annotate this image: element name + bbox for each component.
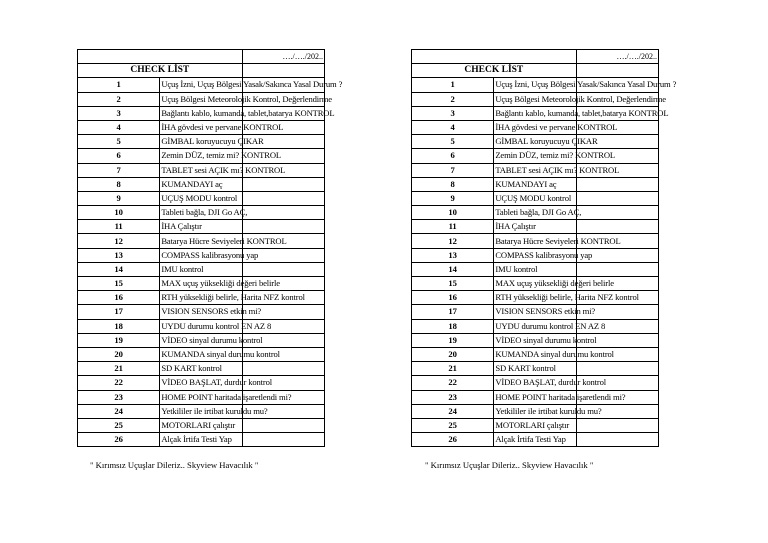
- item-number: 23: [412, 390, 494, 404]
- checklist-row: [412, 333, 659, 347]
- item-number: 1: [78, 78, 160, 92]
- checklist-row: [78, 362, 325, 376]
- item-text: COMPASS kalibrasyonu yap: [494, 248, 576, 262]
- checklist-row: [78, 78, 325, 92]
- checklist-row: [78, 319, 325, 333]
- item-number: 6: [78, 149, 160, 163]
- check-box-cell[interactable]: [576, 177, 658, 191]
- item-number: 8: [78, 177, 160, 191]
- item-text: Yetkililer ile irtibat kuruldu mu?: [494, 404, 576, 418]
- checklist-title: CHECK LİST: [412, 64, 577, 78]
- title-check-cell: [576, 64, 658, 78]
- checklist-row: [412, 234, 659, 248]
- item-number: 18: [412, 319, 494, 333]
- check-box-cell[interactable]: [242, 433, 324, 447]
- checklist-body: [412, 50, 677, 447]
- item-text: Uçuş İzni, Uçuş Bölgesi Yasak/Sakınca Yasal Durum ?: [160, 78, 242, 92]
- item-text: İHA Çalıştır: [494, 220, 576, 234]
- checklist-row: [412, 277, 659, 291]
- item-number: 8: [412, 177, 494, 191]
- item-text: Bağlantı kablo, kumanda, tablet,batarya KONTROL: [494, 106, 576, 120]
- item-number: 10: [78, 206, 160, 220]
- item-number: 25: [412, 418, 494, 432]
- checklist-row: [412, 163, 659, 177]
- item-number: 13: [78, 248, 160, 262]
- item-text: VİDEO sinyal durumu kontrol: [160, 333, 242, 347]
- item-number: 26: [78, 433, 160, 447]
- item-text: MAX uçuş yüksekliği değeri belirle: [494, 277, 576, 291]
- item-text: Uçuş Bölgesi Meteorolojik Kontrol, Değerlendirme: [494, 92, 576, 106]
- item-number: 15: [412, 277, 494, 291]
- check-box-cell[interactable]: [242, 191, 324, 205]
- checklist-row: [78, 206, 325, 220]
- checklist-row: [412, 291, 659, 305]
- item-text: Tableti bağla, DJI Go AÇ,: [494, 206, 576, 220]
- item-text: HOME POINT haritada işaretlendi mi?: [494, 390, 576, 404]
- item-text: MOTORLARI çalıştır: [160, 418, 242, 432]
- checklist-table: [411, 49, 677, 447]
- checklist-row: [78, 220, 325, 234]
- item-text: Yetkililer ile irtibat kuruldu mu?: [160, 404, 242, 418]
- item-number: 18: [78, 319, 160, 333]
- title-check-cell: [242, 64, 324, 78]
- checklist-row: [412, 106, 659, 120]
- item-number: 2: [412, 92, 494, 106]
- checklist-row: [412, 248, 659, 262]
- item-number: 23: [78, 390, 160, 404]
- checklist-row: [78, 277, 325, 291]
- item-text: Uçuş İzni, Uçuş Bölgesi Yasak/Sakınca Yasal Durum ?: [494, 78, 576, 92]
- checklist-row: [412, 191, 659, 205]
- checklist-row: [78, 149, 325, 163]
- item-number: 19: [412, 333, 494, 347]
- checklist-row: [78, 433, 325, 447]
- item-text: COMPASS kalibrasyonu yap: [160, 248, 242, 262]
- check-box-cell[interactable]: [242, 206, 324, 220]
- check-box-cell[interactable]: [576, 418, 658, 432]
- item-number: 17: [78, 305, 160, 319]
- checklist-row: [412, 135, 659, 149]
- item-text: SD KART kontrol: [494, 362, 576, 376]
- item-text: KUMANDAYI aç: [494, 177, 576, 191]
- item-number: 14: [78, 262, 160, 276]
- item-number: 19: [78, 333, 160, 347]
- checklist-row: [412, 262, 659, 276]
- checklist-row: [78, 376, 325, 390]
- check-box-cell[interactable]: [576, 191, 658, 205]
- item-text: IMU kontrol: [160, 262, 242, 276]
- item-number: 26: [412, 433, 494, 447]
- item-number: 20: [412, 347, 494, 361]
- item-number: 2: [78, 92, 160, 106]
- checklist-row: [412, 347, 659, 361]
- footer-note-left: " Kırımsız Uçuşlar Dileriz.. Skyview Havacılık ": [90, 460, 259, 470]
- checklist-row: [412, 177, 659, 191]
- date-field[interactable]: …./…./202..: [242, 50, 324, 64]
- item-text: KUMANDAYI aç: [160, 177, 242, 191]
- item-number: 24: [412, 404, 494, 418]
- checklist-row: [78, 291, 325, 305]
- title-row: [78, 64, 325, 78]
- check-box-cell[interactable]: [576, 433, 658, 447]
- item-text: GİMBAL koruyucuyu ÇIKAR: [494, 135, 576, 149]
- checklist-title: CHECK LİST: [78, 64, 243, 78]
- checklist-row: [78, 191, 325, 205]
- item-text: MOTORLARI çalıştır: [494, 418, 576, 432]
- item-text: SD KART kontrol: [160, 362, 242, 376]
- checklist-row: [412, 120, 659, 134]
- item-number: 3: [78, 106, 160, 120]
- item-number: 25: [78, 418, 160, 432]
- item-text: İHA gövdesi ve pervane KONTROL: [160, 120, 242, 134]
- checklist-row: [78, 163, 325, 177]
- checklist-row: [412, 78, 659, 92]
- check-box-cell[interactable]: [242, 220, 324, 234]
- item-number: 9: [412, 191, 494, 205]
- footer-note-right: " Kırımsız Uçuşlar Dileriz.. Skyview Havacılık ": [425, 460, 594, 470]
- item-number: 11: [412, 220, 494, 234]
- item-text: UYDU durumu kontrol EN AZ 8: [494, 319, 576, 333]
- checklist-row: [78, 248, 325, 262]
- item-number: 20: [78, 347, 160, 361]
- item-number: 3: [412, 106, 494, 120]
- item-text: HOME POINT haritada işaretlendi mi?: [160, 390, 242, 404]
- checklist-row: [412, 362, 659, 376]
- date-spacer: [412, 50, 577, 64]
- item-text: GİMBAL koruyucuyu ÇIKAR: [160, 135, 242, 149]
- item-text: VİDEO BAŞLAT, durdur kontrol: [494, 376, 576, 390]
- item-number: 14: [412, 262, 494, 276]
- checklist-sheet-right: [411, 49, 677, 447]
- item-text: Alçak İrtifa Testi Yap: [494, 433, 576, 447]
- checklist-row: [412, 305, 659, 319]
- checklist-row: [78, 305, 325, 319]
- item-text: Alçak İrtifa Testi Yap: [160, 433, 242, 447]
- item-number: 5: [78, 135, 160, 149]
- checklist-row: [78, 92, 325, 106]
- item-text: Bağlantı kablo, kumanda, tablet,batarya KONTROL: [160, 106, 242, 120]
- date-spacer: [78, 50, 243, 64]
- item-text: TABLET sesi AÇIK mı? KONTROL: [160, 163, 242, 177]
- date-row: [412, 50, 659, 64]
- item-text: Uçuş Bölgesi Meteorolojik Kontrol, Değerlendirme: [160, 92, 242, 106]
- item-text: RTH yüksekliği belirle, Harita NFZ kontrol: [494, 291, 576, 305]
- checklist-row: [412, 206, 659, 220]
- checklist-row: [78, 404, 325, 418]
- item-number: 22: [78, 376, 160, 390]
- item-text: Zemin DÜZ, temiz mi? KONTROL: [160, 149, 242, 163]
- checklist-row: [78, 135, 325, 149]
- title-row: [412, 64, 659, 78]
- item-number: 15: [78, 277, 160, 291]
- checklist-sheet-left: [77, 49, 343, 447]
- item-text: IMU kontrol: [494, 262, 576, 276]
- item-text: UYDU durumu kontrol EN AZ 8: [160, 319, 242, 333]
- check-box-cell[interactable]: [576, 206, 658, 220]
- checklist-row: [412, 376, 659, 390]
- checklist-row: [412, 92, 659, 106]
- checklist-row: [412, 404, 659, 418]
- check-box-cell[interactable]: [576, 362, 658, 376]
- item-number: 1: [412, 78, 494, 92]
- check-box-cell[interactable]: [576, 262, 658, 276]
- date-field[interactable]: …./…./202..: [576, 50, 658, 64]
- item-text: KUMANDA sinyal durumu kontrol: [494, 347, 576, 361]
- item-text: MAX uçuş yüksekliği değeri belirle: [160, 277, 242, 291]
- checklist-row: [412, 220, 659, 234]
- checklist-table: [77, 49, 343, 447]
- item-number: 6: [412, 149, 494, 163]
- checklist-row: [412, 390, 659, 404]
- item-text: RTH yüksekliği belirle, Harita NFZ kontrol: [160, 291, 242, 305]
- item-number: 16: [412, 291, 494, 305]
- item-text: VISION SENSORS etkin mi?: [494, 305, 576, 319]
- check-box-cell[interactable]: [242, 362, 324, 376]
- item-number: 4: [412, 120, 494, 134]
- item-text: İHA Çalıştır: [160, 220, 242, 234]
- checklist-row: [412, 319, 659, 333]
- checklist-row: [78, 106, 325, 120]
- checklist-row: [78, 234, 325, 248]
- item-number: 13: [412, 248, 494, 262]
- checklist-row: [78, 347, 325, 361]
- item-number: 24: [78, 404, 160, 418]
- item-text: Tableti bağla, DJI Go AÇ,: [160, 206, 242, 220]
- check-box-cell[interactable]: [242, 418, 324, 432]
- check-box-cell[interactable]: [242, 177, 324, 191]
- item-text: VİDEO BAŞLAT, durdur kontrol: [160, 376, 242, 390]
- checklist-row: [78, 333, 325, 347]
- checklist-row: [78, 418, 325, 432]
- item-number: 17: [412, 305, 494, 319]
- item-number: 11: [78, 220, 160, 234]
- item-number: 12: [412, 234, 494, 248]
- item-text: VİDEO sinyal durumu kontrol: [494, 333, 576, 347]
- item-text: UÇUŞ MODU kontrol: [494, 191, 576, 205]
- item-text: Zemin DÜZ, temiz mi? KONTROL: [494, 149, 576, 163]
- item-number: 10: [412, 206, 494, 220]
- item-number: 9: [78, 191, 160, 205]
- checklist-row: [78, 120, 325, 134]
- checklist-row: [78, 177, 325, 191]
- item-number: 12: [78, 234, 160, 248]
- date-row: [78, 50, 325, 64]
- item-number: 21: [78, 362, 160, 376]
- item-text: Batarya Hücre Seviyeleri KONTROL: [160, 234, 242, 248]
- item-text: Batarya Hücre Seviyeleri KONTROL: [494, 234, 576, 248]
- item-number: 22: [412, 376, 494, 390]
- item-number: 16: [78, 291, 160, 305]
- checklist-row: [412, 418, 659, 432]
- item-text: KUMANDA sinyal durumu kontrol: [160, 347, 242, 361]
- item-number: 7: [78, 163, 160, 177]
- item-text: TABLET sesi AÇIK mı? KONTROL: [494, 163, 576, 177]
- item-text: VISION SENSORS etkin mi?: [160, 305, 242, 319]
- check-box-cell[interactable]: [242, 262, 324, 276]
- check-box-cell[interactable]: [576, 220, 658, 234]
- checklist-row: [412, 433, 659, 447]
- item-number: 4: [78, 120, 160, 134]
- item-text: İHA gövdesi ve pervane KONTROL: [494, 120, 576, 134]
- item-number: 5: [412, 135, 494, 149]
- checklist-row: [78, 390, 325, 404]
- item-number: 21: [412, 362, 494, 376]
- item-text: UÇUŞ MODU kontrol: [160, 191, 242, 205]
- checklist-body: [78, 50, 343, 447]
- checklist-row: [412, 149, 659, 163]
- item-number: 7: [412, 163, 494, 177]
- checklist-row: [78, 262, 325, 276]
